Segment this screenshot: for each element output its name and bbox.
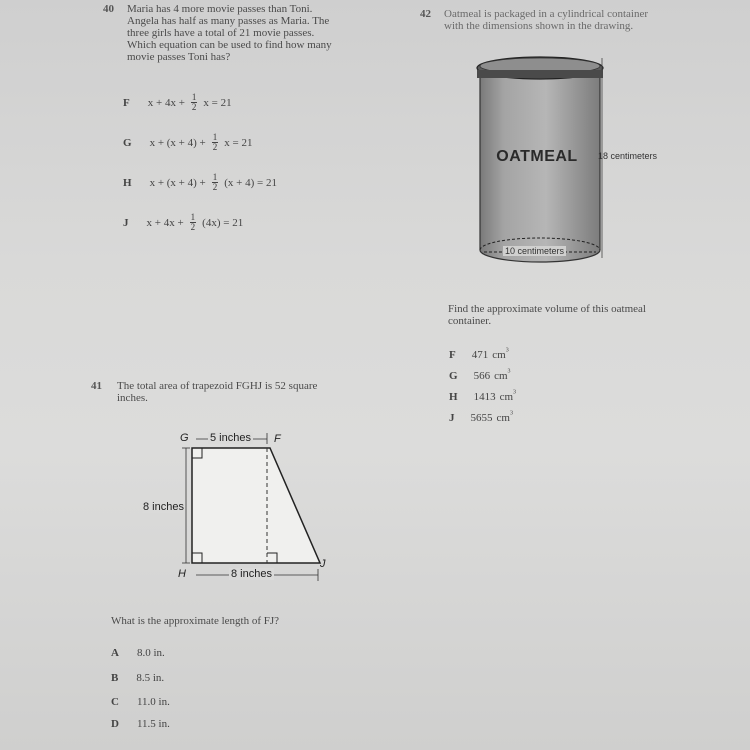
q42-prompt-line: Oatmeal is packaged in a cylindrical container <box>444 8 649 20</box>
q42-question <box>448 303 708 327</box>
option-text: 11.0 in. <box>136 696 170 708</box>
option-letter: A <box>111 647 119 659</box>
q40-prompt-line: three girls have a total of 21 movie passes. <box>127 27 315 39</box>
q42-option-j[interactable] <box>449 408 513 426</box>
q41-prompt-line: inches. <box>117 392 148 404</box>
q41-option-b[interactable] <box>111 668 164 686</box>
fraction: $\frac{1}{2}$ <box>190 212 196 232</box>
option-letter: C <box>111 696 119 708</box>
vertex-h-label: H <box>178 568 186 580</box>
q40-option-g[interactable] <box>123 133 252 152</box>
fraction: $\frac{1}{2}$ <box>212 172 218 192</box>
q40-prompt-line: movie passes Toni has? <box>127 51 231 63</box>
height-label: 18 centimeters <box>598 151 658 161</box>
option-text: 8.0 in. <box>136 647 165 659</box>
q40-prompt-line: Maria has 4 more movie passes than Toni. <box>127 3 313 15</box>
vertex-g-label: G <box>180 432 189 444</box>
option-value: 566 <box>473 370 491 382</box>
q40-prompt-line: Angela has half as many passes as Maria. The <box>127 15 330 27</box>
top-length-label: 5 inches <box>210 432 251 444</box>
option-expression: x = 21 <box>203 97 232 110</box>
option-unit: cm <box>492 349 506 361</box>
option-expression: (4x) = 21 <box>202 217 244 230</box>
q41-prompt <box>117 380 397 404</box>
q42-prompt <box>444 8 704 32</box>
height-length-label: 8 inches <box>143 501 184 513</box>
q41-option-d[interactable] <box>111 714 170 732</box>
option-letter: F <box>123 97 130 110</box>
option-expression: x = 21 <box>224 137 253 150</box>
option-letter: F <box>449 349 456 361</box>
q42-question-line: container. <box>448 315 492 327</box>
q42-option-g[interactable] <box>449 366 511 384</box>
option-exponent: 3 <box>509 410 513 417</box>
option-letter: H <box>449 391 458 403</box>
option-text: 11.5 in. <box>136 718 170 730</box>
q42-number: 42 <box>420 8 431 20</box>
q40-option-h[interactable] <box>123 173 277 192</box>
q40-number: 40 <box>103 3 114 15</box>
option-unit: cm <box>496 412 510 424</box>
vertex-j-label: J <box>320 558 326 570</box>
cylinder-rim <box>477 70 603 78</box>
bottom-length-label: 8 inches <box>231 568 272 580</box>
fraction: $\frac{1}{2}$ <box>212 132 218 152</box>
q40-prompt-line: Which equation can be used to find how many <box>127 39 332 51</box>
oatmeal-cylinder-figure <box>460 50 730 270</box>
option-exponent: 3 <box>513 389 517 396</box>
option-letter: J <box>123 217 129 230</box>
trapezoid-shape <box>192 448 320 563</box>
option-value: 5655 <box>470 412 493 424</box>
q40-prompt <box>127 3 387 63</box>
option-expression: (x + 4) = 21 <box>224 177 277 190</box>
option-letter: H <box>123 177 132 190</box>
option-unit: cm <box>499 391 514 403</box>
vertex-f-label: F <box>274 433 281 445</box>
q41-option-c[interactable] <box>111 692 170 710</box>
q42-prompt-line: with the dimensions shown in the drawing. <box>444 20 634 32</box>
option-letter: B <box>111 672 119 684</box>
fraction: $\frac{1}{2}$ <box>191 92 197 112</box>
option-exponent: 3 <box>507 368 511 375</box>
cylinder-label: OATMEAL <box>496 148 578 165</box>
option-letter: G <box>123 137 132 150</box>
option-text: 8.5 in. <box>136 672 165 684</box>
q41-prompt-line: The total area of trapezoid FGHJ is 52 square <box>117 380 318 392</box>
q42-question-line: Find the approximate volume of this oatmeal <box>448 303 646 315</box>
option-expression: x + (x + 4) + <box>149 177 206 190</box>
option-letter: D <box>111 718 119 730</box>
option-unit: cm <box>494 370 508 382</box>
option-expression: x + 4x + <box>147 97 185 110</box>
q40-option-j[interactable] <box>123 213 243 232</box>
q41-number: 41 <box>91 380 102 392</box>
option-expression: x + 4x + <box>146 217 184 230</box>
q40-option-f[interactable] <box>123 93 232 112</box>
q41-option-a[interactable] <box>111 643 165 661</box>
option-value: 471 <box>471 349 489 361</box>
option-expression: x + (x + 4) + <box>149 137 206 150</box>
q42-option-f[interactable] <box>449 345 509 363</box>
diameter-label: 10 centimeters <box>505 246 565 256</box>
option-value: 1413 <box>473 391 496 403</box>
cylinder-body <box>480 70 600 262</box>
q42-option-h[interactable] <box>449 387 516 405</box>
option-letter: G <box>449 370 458 382</box>
option-letter: J <box>449 412 455 424</box>
q41-question: What is the approximate length of FJ? <box>111 615 280 627</box>
option-exponent: 3 <box>505 347 509 354</box>
